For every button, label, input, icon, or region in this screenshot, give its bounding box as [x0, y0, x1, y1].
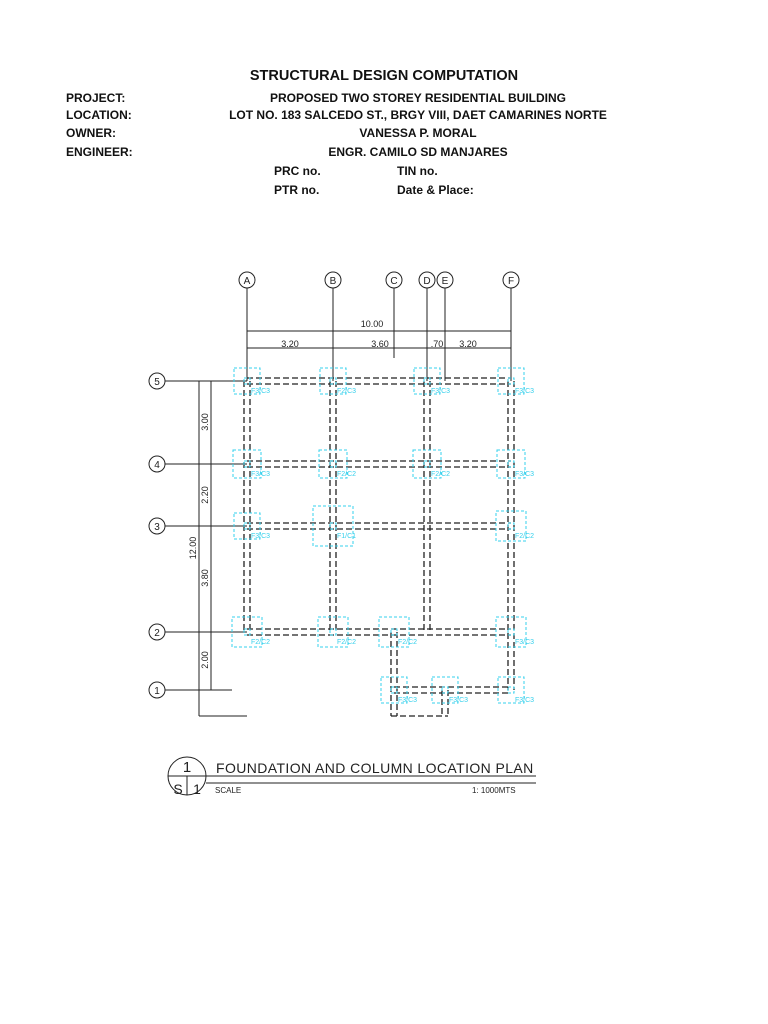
overall-depth-label: 12.00	[188, 536, 198, 560]
grid-label-row-5: 5	[154, 377, 160, 388]
footing-label: F3/C3	[449, 697, 469, 704]
column-marker	[508, 687, 514, 693]
footing-label: F3/C3	[515, 388, 535, 395]
bay-width-label: 3.20	[459, 339, 477, 349]
title-block-number: 1	[182, 759, 192, 776]
bay-width-label: 3.20	[281, 339, 299, 349]
footing-label: F3/C3	[251, 533, 271, 540]
title-block	[168, 757, 536, 797]
column-marker	[391, 629, 397, 635]
owner-label: OWNER:	[66, 126, 116, 140]
column-marker	[508, 629, 514, 635]
column-marker	[330, 629, 336, 635]
title-block-scale-value: 1: 1000MTS	[472, 786, 516, 795]
footing-label: F2/C2	[398, 639, 418, 646]
ptr-label: PTR no.	[274, 183, 320, 197]
bay-width-label: 3.60	[371, 339, 389, 349]
grid-label-b: B	[329, 276, 337, 287]
footing-label: F2/C2	[431, 471, 451, 478]
project-label: PROJECT:	[66, 91, 126, 105]
engineer-value: ENGR. CAMILO SD MANJARES	[328, 145, 508, 159]
footing-label: F3/C3	[515, 697, 535, 704]
footing-label: F3/C3	[431, 388, 451, 395]
title-block-sheet-prefix: S	[173, 781, 183, 797]
bay-depth-label: 2.00	[200, 651, 210, 669]
document-title: STRUCTURAL DESIGN COMPUTATION	[249, 68, 519, 84]
column-marker	[330, 523, 336, 529]
grid-label-a: A	[243, 276, 251, 287]
footing-label: F3/C3	[515, 471, 535, 478]
project-value: PROPOSED TWO STOREY RESIDENTIAL BUILDING	[269, 91, 567, 105]
column-marker	[508, 523, 514, 529]
grid-label-f: F	[507, 276, 515, 287]
grid-label-d: D	[423, 276, 431, 287]
engineer-label: ENGINEER:	[66, 145, 133, 159]
footing-label: F2/C2	[337, 639, 357, 646]
location-label: LOCATION:	[66, 108, 132, 122]
overall-width-label: 10.00	[360, 319, 384, 329]
footing-label: F3/C3	[251, 388, 271, 395]
grid-label-row-4: 4	[154, 460, 160, 471]
title-block-sheet-number: 1	[193, 781, 201, 797]
bay-depth-label: 3.00	[200, 413, 210, 431]
owner-value: VANESSA P. MORAL	[359, 126, 477, 140]
column-marker	[442, 687, 448, 693]
footing-label: F3/C3	[515, 639, 535, 646]
footing-label: F2/C3	[337, 388, 357, 395]
footing	[313, 506, 353, 546]
tin-label: TIN no.	[397, 164, 438, 178]
prc-label: PRC no.	[274, 164, 321, 178]
date-place-label: Date & Place:	[397, 183, 474, 197]
column-marker	[330, 461, 336, 467]
title-block-title: FOUNDATION AND COLUMN LOCATION PLAN	[216, 760, 534, 776]
grid-label-row-1: 1	[154, 686, 160, 697]
bay-depth-label: 2.20	[200, 486, 210, 504]
column-marker	[424, 461, 430, 467]
footing-label: F1/C1	[337, 533, 357, 540]
footing-label: F3/C3	[398, 697, 418, 704]
grid-label-row-2: 2	[154, 628, 160, 639]
grid-label-e: E	[441, 276, 449, 287]
bay-depth-label: 3.80	[200, 569, 210, 587]
footing-label: F2/C2	[515, 533, 535, 540]
location-value: LOT NO. 183 SALCEDO ST., BRGY VIII, DAET CAMARINES NORTE	[229, 108, 607, 122]
footing-label: F2/C2	[251, 639, 271, 646]
grid-label-row-3: 3	[154, 522, 160, 533]
grid-label-c: C	[390, 276, 398, 287]
column-marker	[508, 461, 514, 467]
title-block-scale-label: SCALE	[215, 786, 242, 795]
bay-width-label: .70	[430, 339, 444, 349]
footing-label: F2/C2	[337, 471, 357, 478]
column-marker	[391, 687, 397, 693]
footing-label: F3/C3	[251, 471, 271, 478]
